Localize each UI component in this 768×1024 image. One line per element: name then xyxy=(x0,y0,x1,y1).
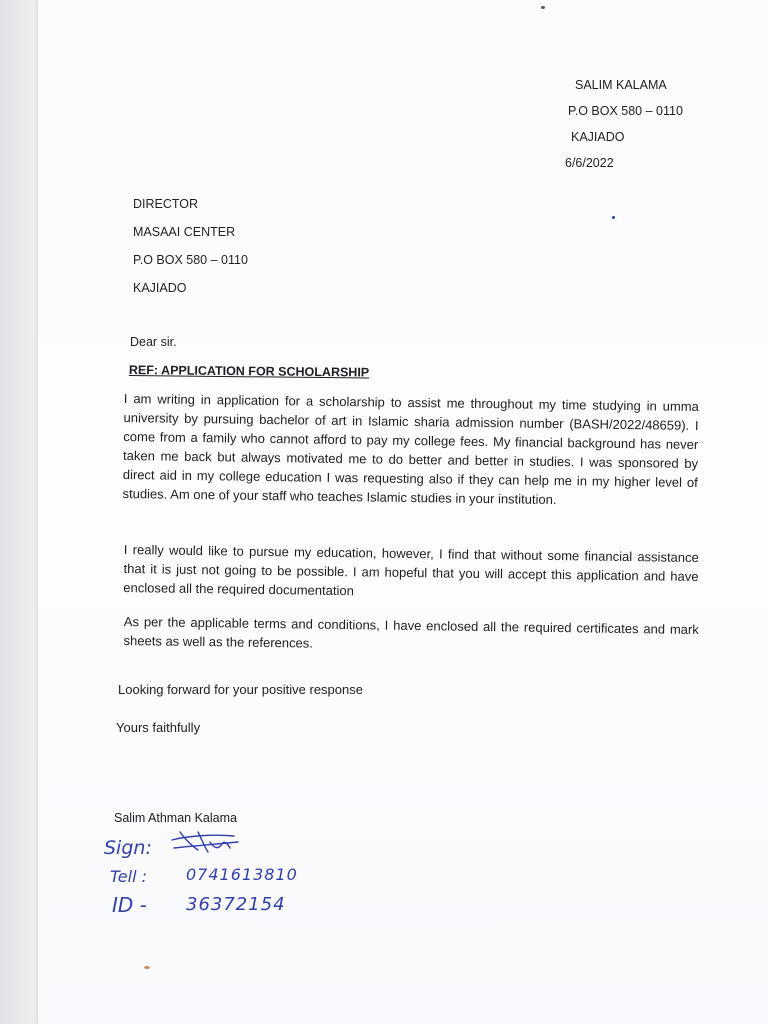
body-paragraph-1: I am writing in application for a scholarship to assist me throughout my time studying in umma university by pursuing bachelor of art in Islamic sharia admission number (BASH/2022/48659). I come from a family who cannot afford to pay my college fees. My financial background has never taken me back but always motivated me to do better and better in studies. I was sponsored by direct aid in my college education I was requesting also if they can help me in my higher level of studies. Am one of your staff who teaches Islamic studies in your institution. xyxy=(122,390,699,508)
phone-number: 0741613810 xyxy=(186,865,298,884)
recipient-address-block xyxy=(133,197,373,309)
sender-po-box: P.O BOX 580 – 0110 xyxy=(568,104,683,118)
closing-line: Looking forward for your positive response xyxy=(118,682,363,697)
stain-mark xyxy=(144,966,150,969)
salutation: Dear sir. xyxy=(130,335,177,349)
phone-label: Tell : xyxy=(110,867,148,886)
ink-dot xyxy=(612,216,615,219)
sender-name: SALIM KALAMA xyxy=(575,78,667,92)
letter-page xyxy=(38,0,768,1024)
recipient-title: DIRECTOR xyxy=(133,197,199,211)
recipient-town: KAJIADO xyxy=(133,281,187,295)
body-paragraph-2: I really would like to pursue my education, however, I find that without some financial assistance that it is just not going to be possible. I am hopeful that you will accept this application and have enclosed all the required documentation xyxy=(123,541,699,599)
sign-label: Sign: xyxy=(104,837,152,859)
body-paragraph-3: As per the applicable terms and conditions, I have enclosed all the required certificates and mark sheets as well as the references. xyxy=(123,613,699,651)
sign-off: Yours faithfully xyxy=(116,720,201,735)
scan-speck xyxy=(541,6,545,9)
handwritten-signature-area xyxy=(102,828,362,918)
recipient-po-box: P.O BOX 580 – 0110 xyxy=(133,253,248,267)
letter-date: 6/6/2022 xyxy=(565,156,614,170)
sender-address-block xyxy=(565,78,758,182)
signer-name: Salim Athman Kalama xyxy=(114,811,237,825)
sender-town: KAJIADO xyxy=(571,130,625,144)
id-number: 36372154 xyxy=(186,894,286,915)
id-label: ID - xyxy=(112,893,147,917)
recipient-organization: MASAAI CENTER xyxy=(133,225,236,239)
reference-line: REF: APPLICATION FOR SCHOLARSHIP xyxy=(128,362,370,380)
signature-scribble xyxy=(172,832,238,852)
